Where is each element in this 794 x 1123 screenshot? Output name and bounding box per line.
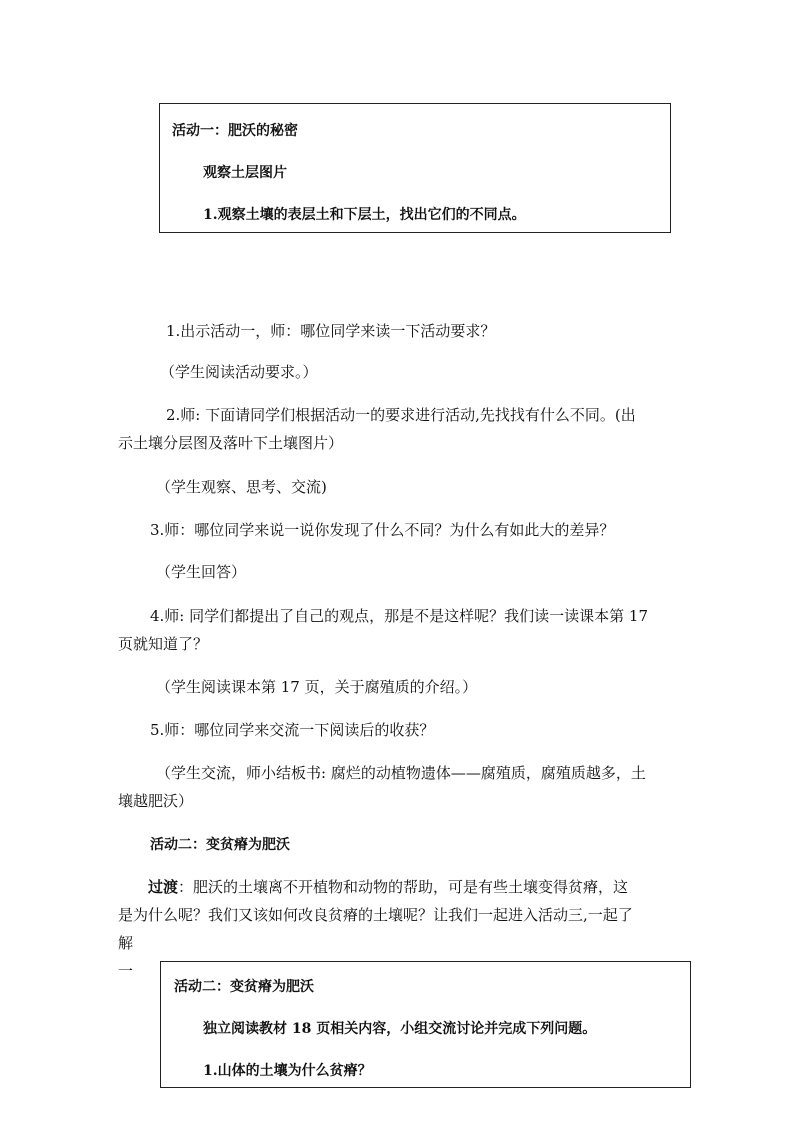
paragraph: （学生观察、思考、交流) [156,478,327,496]
paragraph: 示土壤分层图及落叶下土壤图片） [118,434,344,452]
paragraph: 是为什么呢？我们又该如何改良贫瘠的土壤呢？让我们一起进入活动三,一起了 [118,906,633,924]
activity-two-instruction: 独立阅读教材 18 页相关内容，小组交流讨论并完成下列问题。 [203,1021,597,1037]
activity-two-heading: 活动二：变贫瘠为肥沃 [150,837,290,853]
paragraph: 4.师: 同学们都提出了自己的观点，那是不是这样呢？我们读一读课本第 17 [150,607,648,625]
paragraph: 5.师：哪位同学来交流一下阅读后的收获？ [150,721,435,739]
activity-one-subtitle: 观察土层图片 [203,165,287,181]
paragraph: 3.师：哪位同学来说一说你发现了什么不同？为什么有如此大的差异？ [150,521,615,539]
paragraph: 2.师: 下面请同学们根据活动一的要求进行活动,先找找有什么不同。(出 [166,406,636,424]
paragraph: （学生阅读课本第 17 页，关于腐殖质的介绍。） [156,678,478,696]
paragraph [148,876,628,897]
paragraph: （学生交流，师小结板书: 腐烂的动植物遗体——腐殖质，腐殖质越多，土 [156,764,646,782]
transition-label: 过渡 [148,878,179,896]
activity-two-title: 活动二：变贫瘠为肥沃 [174,979,314,995]
activity-one-title: 活动一：肥沃的秘密 [172,123,298,139]
transition-text: ：肥沃的土壤离不开植物和动物的帮助，可是有些土壤变得贫瘠，这 [178,878,629,896]
paragraph: 页就知道了？ [118,635,209,653]
paragraph: （学生阅读活动要求。） [160,363,318,381]
paragraph: 一 [118,962,134,980]
activity-two-item: 1.山体的土壤为什么贫瘠？ [203,1063,372,1079]
paragraph: 壤越肥沃） [118,792,194,810]
activity-one-item: 1.观察土壤的表层土和下层土，找出它们的不同点。 [203,207,526,223]
paragraph: 1.出示活动一，师：哪位同学来读一下活动要求？ [166,322,496,340]
paragraph: （学生回答） [156,563,247,581]
paragraph: 解 [118,934,134,952]
